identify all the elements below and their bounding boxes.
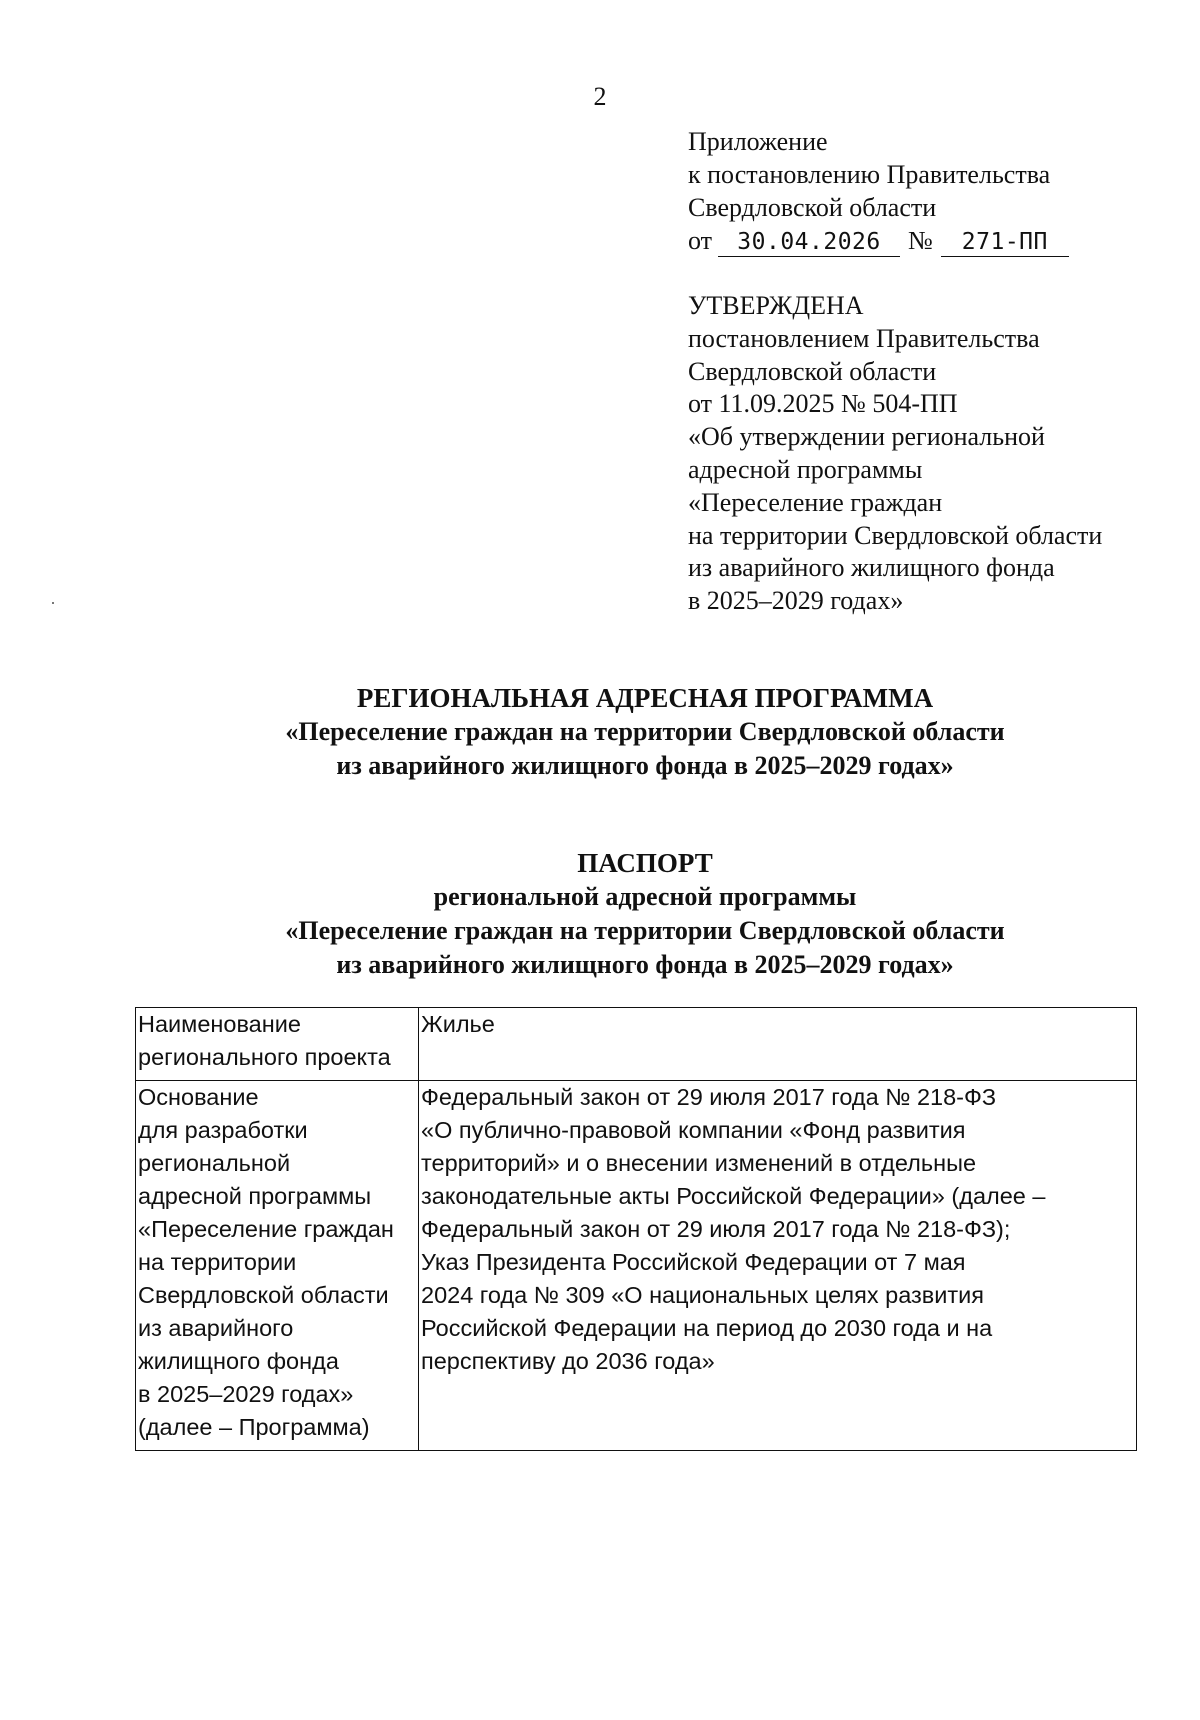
approved-line: адресной программы — [688, 454, 923, 484]
program-subtitle-line: из аварийного жилищного фонда в 2025–2029 годах» — [336, 751, 954, 780]
appendix-block — [688, 125, 1069, 257]
value-line: законодательные акты Российской Федерации» (далее – — [421, 1183, 1046, 1209]
label-line: «Переселение граждан — [138, 1216, 394, 1242]
value-line: Российской Федерации на период до 2030 года и на — [421, 1315, 993, 1341]
approved-line: «Переселение граждан — [688, 487, 943, 517]
value-line: Федеральный закон от 29 июля 2017 года № 218-ФЗ); — [421, 1216, 1011, 1242]
appendix-line: Приложение — [688, 127, 828, 156]
value-line: Федеральный закон от 29 июля 2017 года № 218-ФЗ — [421, 1084, 997, 1110]
appendix-line: к постановлению Правительства — [688, 160, 1051, 189]
label-line: из аварийного — [138, 1315, 294, 1341]
label-line: на территории — [138, 1249, 297, 1275]
label-line: для разработки — [138, 1117, 308, 1143]
passport-subtitle-line: региональной адресной программы — [433, 882, 857, 911]
approved-line: из аварийного жилищного фонда — [688, 553, 1055, 583]
passport-heading — [0, 846, 1200, 982]
table-cell-value — [419, 1081, 1137, 1451]
table-cell-value — [419, 1008, 1137, 1081]
label-line: адресной программы — [138, 1183, 372, 1209]
label-line: Основание — [138, 1084, 259, 1110]
date-prefix: от — [688, 226, 713, 255]
passport-subtitle-line: «Переселение граждан на территории Свердловской области — [285, 916, 1005, 945]
approved-line: в 2025–2029 годах» — [688, 586, 904, 616]
number-prefix: № — [908, 226, 933, 255]
label-line: в 2025–2029 годах» — [138, 1381, 354, 1407]
passport-subtitle-line: из аварийного жилищного фонда в 2025–2029 годах» — [336, 950, 954, 979]
label-line: Наименование — [138, 1011, 301, 1037]
approved-line: на территории Свердловской области — [688, 520, 1103, 550]
value-line: Жилье — [421, 1011, 495, 1037]
value-line: 2024 года № 309 «О национальных целях развития — [421, 1282, 985, 1308]
value-line: Указ Президента Российской Федерации от 7 мая — [421, 1249, 966, 1275]
approved-line: от 11.09.2025 № 504-ПП — [688, 389, 958, 419]
label-line: региональной — [138, 1150, 291, 1176]
table-row — [136, 1081, 1137, 1451]
appendix-date-line — [688, 224, 1069, 257]
approved-block — [688, 290, 1102, 618]
table-cell-label — [136, 1081, 419, 1451]
table-row — [136, 1008, 1137, 1081]
value-line: «О публично-правовой компании «Фонд развития — [421, 1117, 966, 1143]
passport-title: ПАСПОРТ — [577, 848, 713, 878]
value-line: территорий» и о внесении изменений в отдельные — [421, 1150, 977, 1176]
appendix-line: Свердловской области — [688, 193, 937, 222]
approved-line: постановлением Правительства — [688, 323, 1040, 353]
resolution-date-field: 30.04.2026 — [718, 228, 900, 257]
approved-line: УТВЕРЖДЕНА — [688, 291, 864, 320]
label-line: жилищного фонда — [138, 1348, 339, 1374]
program-title: РЕГИОНАЛЬНАЯ АДРЕСНАЯ ПРОГРАММА — [356, 683, 934, 713]
approved-line: Свердловской области — [688, 356, 937, 386]
label-line: регионального проекта — [138, 1044, 391, 1070]
resolution-number-field: 271-ПП — [941, 228, 1069, 257]
label-line: (далее – Программа) — [138, 1414, 370, 1440]
program-subtitle-line: «Переселение граждан на территории Свердловской области — [285, 717, 1005, 746]
program-heading — [0, 681, 1200, 783]
label-line: Свердловской области — [138, 1282, 389, 1308]
table-cell-label — [136, 1008, 419, 1081]
approved-line: «Об утверждении региональной — [688, 422, 1045, 452]
scan-speck — [52, 602, 54, 604]
value-line: перспективу до 2036 года» — [421, 1348, 715, 1374]
page-number: 2 — [593, 82, 607, 111]
passport-table — [135, 1007, 1137, 1451]
